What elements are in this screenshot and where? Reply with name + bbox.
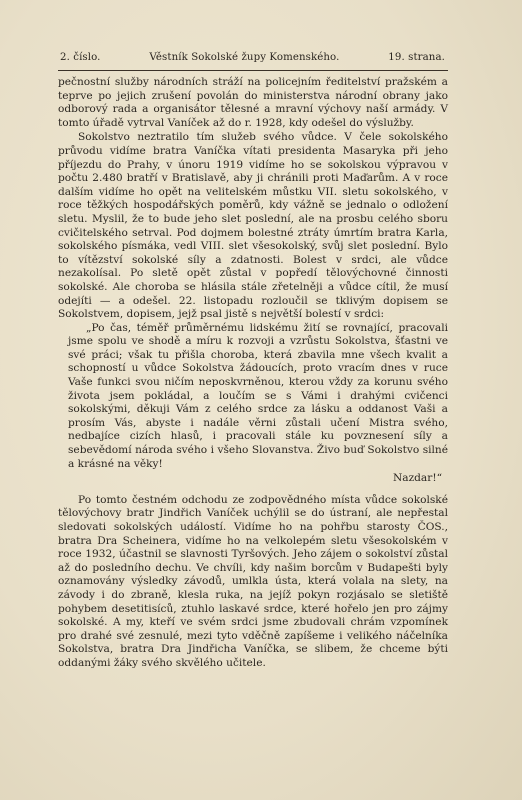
paragraph-continuation: pečnostní služby národních stráží na policejním ředitelství pražském a teprve po jejich zrušení povolán do ministerstva národní obrany jako odborový rada a organisátor tělesné a mravní výchovy naší armády. V tomto úřadě vytrval Vaníček až do r. 1928, kdy odešel do výslužby.	[58, 76, 448, 129]
paragraph: Sokolstvo neztratilo tím služeb svého vůdce. V čele sokolského průvodu vidíme bratra Vaníčka vítati presidenta Masaryka při jeho příjezdu do Prahy, v únoru 1919 vidíme ho se sokolskou výpravou v počtu 2.480 bratří v Bratislavě, aby ji chránili proti Maďarům. A v roce dalším vidíme ho opět na velitelském můstku VII. sletu sokolského, v roce těžkých hospodářských poměrů, kdy vážně se jednalo o odložení sletu. Myslil, že to bude jeho slet poslední, ale na prosbu celého sboru cvičitelského setrval. Pod dojmem bolestné ztráty úmrtím bratra Karla, sokolského písmáka, vedl VIII. slet všesokolský, svůj slet poslední. Bylo to vítězství sokolské síly a zdatnosti. Bolest v srdci, ale vůdce nezakolísal. Po sletě opět zůstal v popředí tělovýchovné činnosti sokolské. Ale choroba se hlásila stále zřetelněji a vůdce cítil, že musí odejíti — a odešel. 22. listopadu rozloučil se tklivým dopisem se Sokolstvem, dopisem, jejž psal jistě s největší bolestí v srdci:	[58, 131, 448, 321]
closing-paragraph: Po tomto čestném odchodu ze zodpovědného místa vůdce sokolské tělovýchovy bratr Jindřich Vaníček uchýlil se do ústraní, ale nepřestal sledovati sokolských událostí. Vidíme ho na pohřbu starosty ČOS., bratra Dra Scheinera, vidíme ho na velkolepém sletu všesokolském v roce 1932, účastnil se slavnosti Tyršových. Jeho zájem o sokolství zůstal až do posledního dechu. Ve chvíli, kdy našim borcům v Budapešti byly oznamovány výsledky závodů, umlkla ústa, která volala na slety, na závody i do zbraně, klesla ruka, na jejíž pokyn rozjásalo se sletiště pohybem desetitisíců, ztuhlo laskavé srdce, které hořelo jen pro zájmy sokolské. A my, kteří ve svém srdci jsme zbudovali chrám vzpomínek pro drahé své zesnulé, mezi tyto vděčně zapíšeme i velikého náčelníka Sokolstva, bratra Dra Jindřicha Vaníčka, se slibem, že chceme býti oddanými žáky svého skvělého učitele.	[58, 493, 448, 669]
issue-number: 2. číslo.	[60, 52, 101, 63]
page-number: 19. strana.	[388, 52, 445, 63]
journal-title: Věstník Sokolské župy Komenského.	[149, 52, 340, 63]
header-rule	[58, 70, 448, 71]
quote-text: „Po čas, téměř průměrnému lidskému žití se rovnající, pracovali jsme spolu ve shodě a míru k rozvoji a vzrůstu Sokolstva, šťastni ve své práci; však tu přišla choroba, která zbavila mne všech kvalit a schopností u vůdce Sokolstva žádoucích, proto vracím dnes v ruce Vaše funkci svou ničím neposkvrněnou, kterou vždy za korunu svého života jsem pokládal, a loučím se s Vámi i drahými cvičenci sokolskými, děkuji Vám z celého srdce za lásku a oddanost Vaši a prosím Vás, abyste i nadále věrni zůstali učení Mistra svého, nedbajíce cizích hlasů, i pracovali stále ku povznesení síly a sebevědomí národa svého i všeho Slovanstva. Živo buď Sokolstvo silné a krásné na věky!	[68, 321, 448, 470]
running-header	[60, 52, 445, 63]
quote-signoff: Nazdar!“	[392, 472, 442, 485]
farewell-letter-quote	[68, 322, 448, 486]
article-body	[58, 76, 448, 671]
paragraph-spacer	[58, 486, 448, 494]
